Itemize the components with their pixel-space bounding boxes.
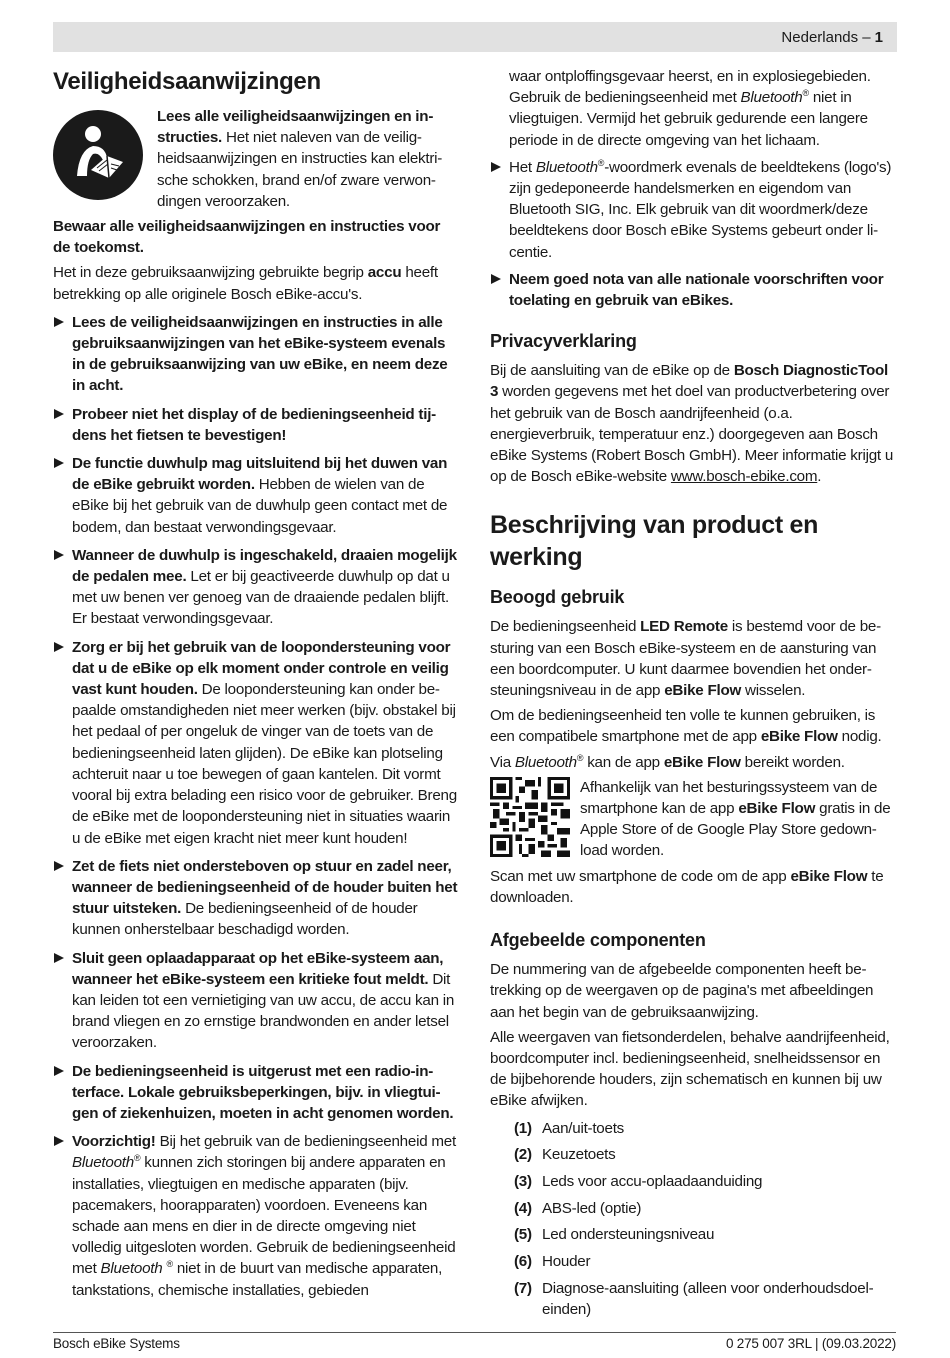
scan-text: Scan met uw smartphone de code om de app eBike Flow te downloaden. <box>490 867 884 906</box>
read-manual-icon <box>53 110 143 200</box>
footer-company: Bosch eBike Systems <box>53 1336 180 1351</box>
privacy-heading: Privacyverklaring <box>490 331 637 352</box>
list-item: (5) Led ondersteuningsniveau <box>514 1226 715 1244</box>
intro-text: Lees alle veiligheidsaanwijzingen en instructies. Het niet naleven van de veiligheidsaanwijzingen en instructies kan elektrische schokken, brand en/of zware verwondingen veroorzaken. <box>157 108 443 210</box>
list-item: Probeer niet het display of de bedieningseenheid tijdens het fietsen te bevestigen! <box>53 404 458 446</box>
qr-row <box>490 777 896 862</box>
safety-title: Veiligheidsaanwijzingen <box>53 68 321 95</box>
list-item: Voorzichtig! Bij het gebruik van de bedieningseenheid met Bluetooth® kunnen zich storingen bij andere apparaten en installaties, vliegtuigen en medische apparaten (bijv. pacemakers, hoorapparaten) voordoen. Eveneens kan schade aan mens en dier in de directe omgeving niet volledig uitgesloten worden. Gebruik de bedieningseenheid met Bluetooth ® niet in de buurt van medische apparaten, tankstations, chemische installaties, gebieden <box>53 1131 458 1301</box>
components-text-2: Alle weergaven van fietsonderdelen, behalve aandrijfeenheid, boordcomputer incl. bedieningseenheid, snelheidssensor en de bijbehorende houders, zijn schematisch en kunnen bij uw eBike afwijken. <box>490 1028 890 1110</box>
list-item: (4) ABS-led (optie) <box>514 1199 642 1217</box>
safety-list <box>53 312 458 1301</box>
intended-use-heading: Beoogd gebruik <box>490 587 625 608</box>
list-item: (1) Aan/uit-toets <box>514 1119 625 1137</box>
use-text-3: Via Bluetooth® kan de app eBike Flow bereikt worden. <box>490 752 845 771</box>
continued-text: waar ontploffingsgevaar heerst, en in explosiegebieden. Gebruik de bedieningseenheid met Bluetooth® niet in vliegtuigen. Vermijd het gebruik gedurende een langere periode in de directe omgeving van het lichaam. <box>509 68 871 149</box>
list-item: (2) Keuzetoets <box>514 1146 616 1164</box>
list-item: Wanneer de duwhulp is ingeschakeld, draaien mogelijk de pedalen mee. Let er bij geactiveerde duwhulp op dat u met uw benen ver genoeg van de draaiende pedalen blijft. Er bestaat verwondingsgevaar. <box>53 545 458 630</box>
list-item: Het Bluetooth®-woordmerk evenals de beeldtekens (logo's) zijn gedeponeerde handelsmerken en eigendom van Bluetooth SIG, Inc. Elk gebruik van dit woordmerk/deze beeldtekens door Bosch eBike Systems gebeurt onder licentie. <box>490 157 896 263</box>
keep-instructions: Bewaar alle veiligheidsaanwijzingen en instructies voor de toekomst. <box>53 218 441 257</box>
header-language: Nederlands – <box>781 28 871 46</box>
list-item: (6) Houder <box>514 1253 591 1271</box>
page-footer <box>53 1332 896 1352</box>
components-text-1: De nummering van de afgebeelde componenten heeft betrekking op de weergaven op de pagina's met afbeeldingen aan het begin van de gebruiksaanwijzing. <box>490 961 874 1021</box>
page-number: 1 <box>874 28 883 46</box>
components-heading: Afgebeelde componenten <box>490 930 706 951</box>
list-item: Neem goed nota van alle nationale voorschriften voor toelating en gebruik van eBikes. <box>490 269 896 311</box>
bosch-ebike-link[interactable]: www.bosch-ebike.com <box>670 468 818 486</box>
intro-block <box>53 106 458 212</box>
page-header-bar <box>53 22 897 52</box>
list-item: (3) Leds voor accu-oplaadaanduiding <box>514 1172 763 1190</box>
right-column <box>490 66 896 1326</box>
list-item: De functie duwhulp mag uitsluitend bij het duwen van de eBike gebruikt worden. Hebben de wielen van de eBike bij het gebruik van de duwhulp geen contact met de bodem, dan bestaat verwondingsgevaar. <box>53 453 458 538</box>
term-note: Het in deze gebruiksaanwijzing gebruikte begrip accu heeft betrekking op alle originele Bosch eBike-accu's. <box>53 264 438 303</box>
safety-list-cont <box>490 157 896 311</box>
list-item: Zorg er bij het gebruik van de loopondersteuning voor dat u de eBike op elk moment onder controle en veilig vast kunt houden. De loopondersteuning kan onder bepaalde omstandigheden niet meer werken (bijv. obstakel bij het pedaal of per ongeluk de vinger van de toets van de bedieningseenheid laten glijden). De eBike kan plotseling achteruit naar u toe bewegen of gaan kantelen. Dit vormt vooral bij extra belading een risico voor de gebruiker. Breng de eBike met de loopondersteuning niet in situaties waarin u de eBike met eigen kracht niet meer kunt houden! <box>53 637 458 849</box>
privacy-text: Bij de aansluiting van de eBike op de Bosch DiagnosticTool 3 worden gegevens met het doel van productverbetering over het gebruik van de Bosch aandrijfeenheid (o.a. energieverbruik, temperatuur enz.) doorgegeven aan Bosch eBike Systems (Robert Bosch GmbH). Meer informatie krijgt u op de Bosch eBike-website www.bosch-ebike.com. <box>490 362 894 486</box>
use-text-1: De bedieningseenheid LED Remote is bestemd voor de besturing van een Bosch eBike-systeem en de aansturing van een boordcomputer. U kunt daarmee bovendien het ondersteuningsniveau in de app eBike Flow wisselen. <box>490 618 882 700</box>
qr-code-icon[interactable] <box>490 777 570 857</box>
list-item: Lees de veiligheidsaanwijzingen en instructies in alle gebruiksaanwijzingen van het eBike-systeem evenals in de gebruiksaanwijzing van uw eBike, en neem deze in acht. <box>53 312 458 397</box>
footer-doc-number: 0 275 007 3RL | (09.03.2022) <box>725 1336 896 1351</box>
use-text-2: Om de bedieningseenheid ten volle te kunnen gebruiken, is een compatibele smartphone met de app eBike Flow nodig. <box>490 707 882 746</box>
section-heading: Beschrijving van product en werking <box>490 511 819 572</box>
qr-text: Afhankelijk van het besturingssysteem van de smartphone kan de app eBike Flow gratis in de Apple Store of de Google Play Store gedownload worden. <box>580 778 891 860</box>
list-item: Zet de fiets niet ondersteboven op stuur en zadel neer, wanneer de bedieningseenheid of de houder buiten het stuur uitsteken. De bedieningseenheid of de houder kunnen onherstelbaar beschadigd worden. <box>53 856 458 941</box>
left-column <box>53 66 458 1308</box>
components-list <box>490 1118 896 1321</box>
list-item: De bedieningseenheid is uitgerust met een radio-interface. Lokale gebruiksbeperkingen, bijv. in vliegtuigen of ziekenhuizen, moeten in acht genomen worden. <box>53 1061 458 1125</box>
list-item: (7) Diagnose-aansluiting (alleen voor onderhoudsdoeleinden) <box>514 1279 874 1318</box>
list-item: Sluit geen oplaadapparaat op het eBike-systeem aan, wanneer het eBike-systeem een kritieke fout meldt. Dit kan leiden tot een vernietiging van uw accu, de accu kan in brand vliegen en zo ernstige brandwonden en ander letsel veroorzaken. <box>53 948 458 1054</box>
